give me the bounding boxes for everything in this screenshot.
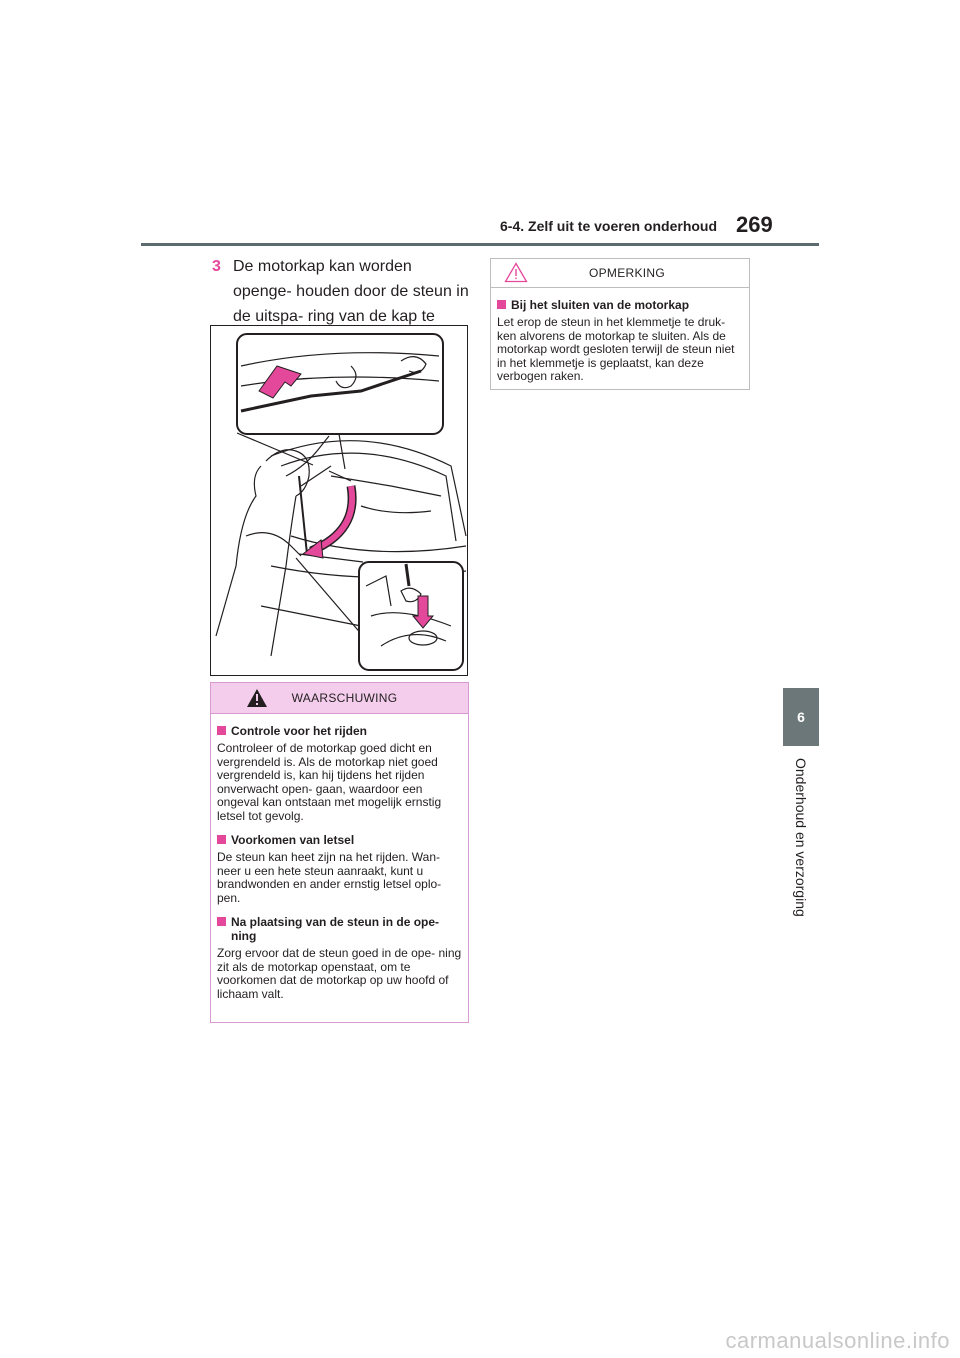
notice-section	[491, 298, 749, 384]
notice-heading-text: Bij het sluiten van de motorkap	[511, 298, 690, 312]
chapter-number: 6	[797, 709, 805, 725]
notice-header	[491, 259, 749, 288]
pink-bullet-square	[497, 300, 506, 309]
warning-title: WAARSCHUWING	[291, 691, 398, 705]
warning-body: Zorg ervoor dat de steun goed in de ope- ning zit als de motorkap openstaat, om te voorkomen dat de motorkap op uw hoofd of lichaam valt.	[217, 946, 462, 1001]
warning-heading	[217, 724, 462, 738]
warning-header	[211, 683, 468, 714]
warning-box	[210, 682, 469, 1023]
warning-heading	[217, 915, 462, 943]
notice-heading	[497, 298, 743, 312]
warning-heading-text: Na plaatsing van de steun in de ope- ning	[231, 915, 440, 943]
notice-body: Let erop de steun in het klemmetje te druk- ken alvorens de motorkap te sluiten. Als de motorkap wordt gesloten terwijl de steun niet in het klemmetje is geplaatst, kan deze verbogen raken.	[497, 315, 735, 383]
warning-heading-text: Controle voor het rijden	[231, 724, 368, 738]
footer-watermark: carmanualsonline.info	[725, 1328, 950, 1353]
notice-box	[490, 258, 750, 390]
chapter-tab	[783, 688, 819, 746]
pink-bullet-square	[217, 726, 226, 735]
notice-title: OPMERKING	[588, 266, 666, 280]
pink-bullet-square	[217, 835, 226, 844]
hood-support-drawing	[211, 326, 467, 675]
header-rule	[141, 243, 819, 246]
step-text: De motorkap kan worden openge- houden door de steun in de uitspa- ring van de kap te	[233, 258, 469, 325]
chapter-label: Onderhoud en verzorging	[793, 758, 809, 917]
caution-outline-icon	[504, 262, 528, 283]
warning-section	[211, 915, 468, 1001]
warning-section	[211, 724, 468, 823]
warning-heading-text: Voorkomen van letsel	[231, 833, 355, 847]
warning-section	[211, 833, 468, 905]
pink-bullet-square	[217, 917, 226, 926]
page-number: 269	[736, 212, 773, 237]
step-number: 3	[212, 258, 221, 275]
warning-heading	[217, 833, 462, 847]
header-section-title: 6-4. Zelf uit te voeren onderhoud	[500, 218, 718, 234]
warning-triangle-icon	[246, 688, 268, 708]
warning-body: De steun kan heet zijn na het rijden. Wan- neer u een hete steun aanraakt, kunt u brandwonden en ander ernstig letsel oplo- pen.	[217, 850, 442, 905]
warning-body: Controleer of de motorkap goed dicht en vergrendeld is. Als de motorkap niet goed vergrendeld is, kan hij tijdens het rijden onverwacht open- gaan, waardoor een ongeval kan ontstaan met mogelijk ernstig letsel tot gevolg.	[217, 741, 442, 823]
hood-support-illustration	[210, 325, 468, 676]
